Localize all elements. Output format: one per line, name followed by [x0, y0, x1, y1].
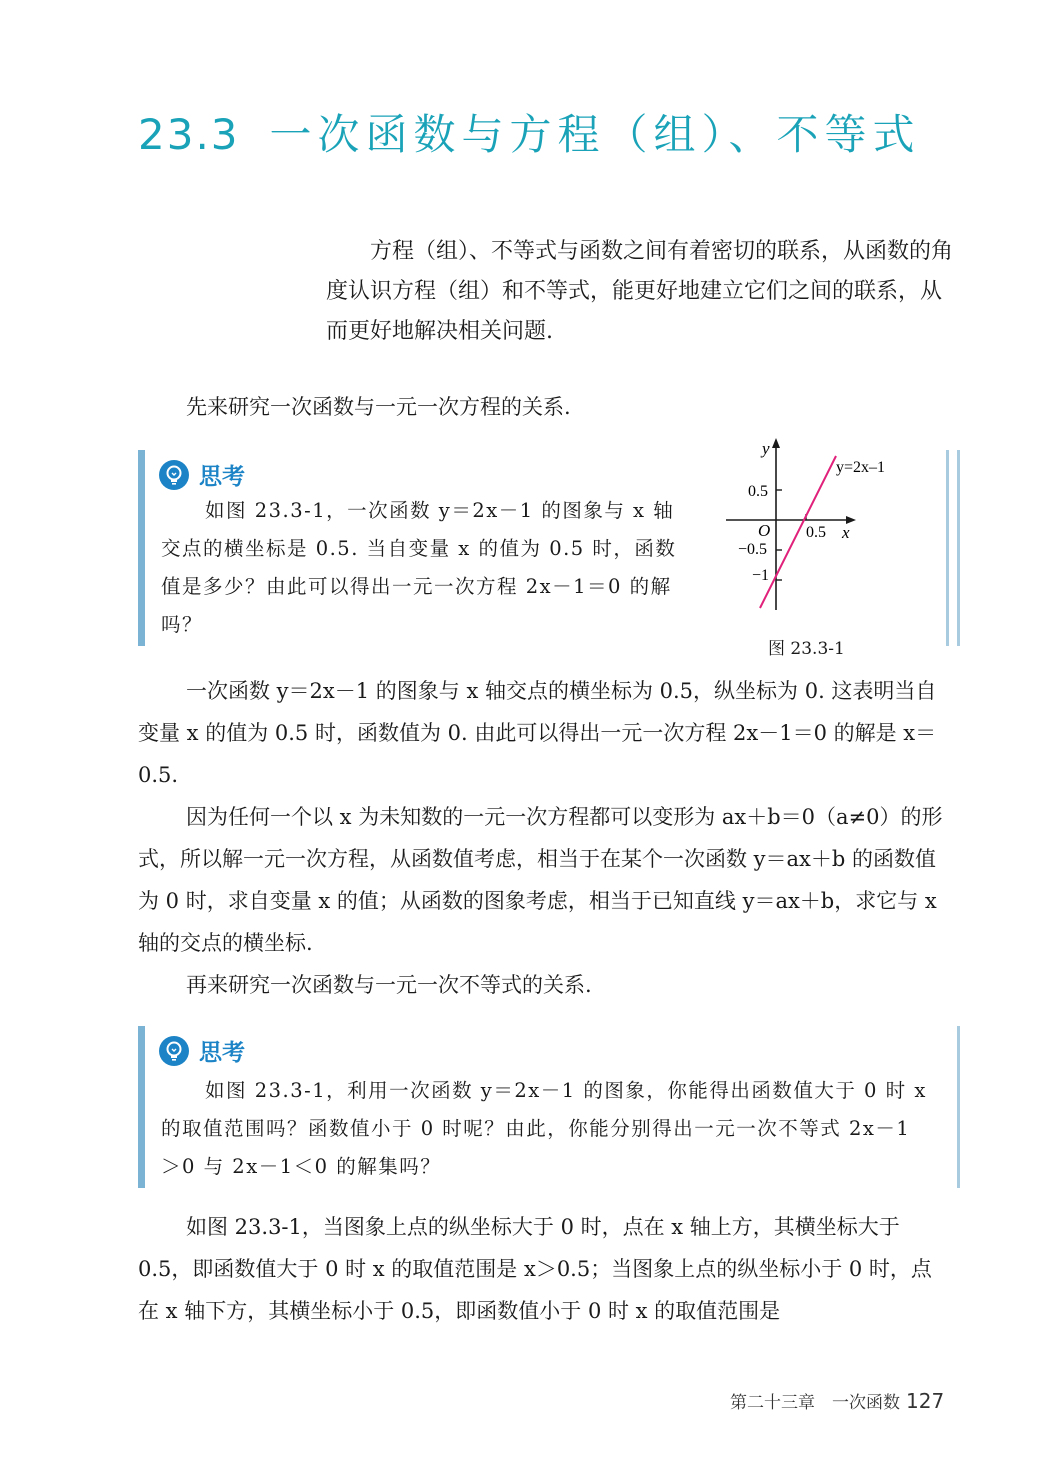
tick-label-x-0.5: 0.5 [806, 524, 826, 541]
paragraph-1: 先来研究一次函数与一元一次方程的关系. [186, 395, 571, 419]
footer-chapter: 第二十三章 一次函数 [730, 1393, 900, 1413]
section-number: 23.3 [138, 110, 240, 159]
think-box-2 [138, 1026, 960, 1188]
tick-label-y-neg0.5: −0.5 [738, 541, 768, 558]
paragraph-5: 如图 23.3-1，当图象上点的纵坐标大于 0 时，点在 x 轴上方，其横坐标大于 0.5，即函数值大于 0 时 x 的取值范围是 x＞0.5；当图象上点的纵坐标小于 0 时，点在 x 轴下方，其横坐标小于 0.5，即函数值小于 0 时 x 的取值范围是 [138, 1215, 932, 1323]
think-header-2 [159, 1034, 245, 1067]
origin-label: O [758, 521, 771, 540]
paragraph-4: 再来研究一次函数与一元一次不等式的关系. [186, 973, 592, 997]
figure-caption: 图 23.3-1 [768, 639, 845, 659]
page-number: 127 [906, 1389, 945, 1413]
think-label-2: 思考 [199, 1040, 245, 1066]
think-text-2: 如图 23.3-1，利用一次函数 y＝2x－1 的图象，你能得出函数值大于 0 时 x 的取值范围吗？函数值小于 0 时呢？由此，你能分别得出一元一次不等式 2x－1＞0 与 2x－1＜0 的解集吗？ [161, 1079, 927, 1178]
think-text-1: 如图 23.3-1，一次函数 y＝2x－1 的图象与 x 轴交点的横坐标是 0.5. 当自变量 x 的值为 0.5 时，函数值是多少？由此可以得出一元一次方程 2x－1＝0 的解吗？ [161, 499, 677, 636]
tick-label-y-neg1: −1 [752, 567, 770, 584]
think-label-1: 思考 [199, 464, 245, 490]
section-title [138, 102, 921, 162]
x-axis-label: x [842, 523, 850, 542]
think-header-1 [159, 458, 245, 491]
paragraph-2: 一次函数 y＝2x－1 的图象与 x 轴交点的横坐标为 0.5，纵坐标为 0. 这表明当自变量 x 的值为 0.5 时，函数值为 0. 由此可以得出一元一次方程 2x－1＝0 的解是 x＝0.5. [138, 679, 937, 787]
paragraph-3: 因为任何一个以 x 为未知数的一元一次方程都可以变形为 ax＋b＝0（a≠0）的形式，所以解一元一次方程，从函数值考虑，相当于在某个一次函数 y＝ax＋b 的函数值为 0 时，求自变量 x 的值；从函数的图象考虑，相当于已知直线 y＝ax＋b，求它与 x 轴的交点的横坐标. [138, 805, 943, 955]
tick-label-y-0.5: 0.5 [748, 483, 768, 500]
lightbulb-icon [159, 1036, 189, 1066]
y-axis-arrow [772, 438, 780, 448]
y-axis-label: y [762, 439, 770, 458]
page-footer [730, 1388, 944, 1413]
intro-paragraph: 方程（组）、不等式与函数之间有着密切的联系，从函数的角度认识方程（组）和不等式，能更好地建立它们之间的联系，从而更好地解决相关问题. [326, 239, 954, 344]
lightbulb-icon [159, 460, 189, 490]
figure-right-border [946, 450, 949, 646]
figure-graph [712, 434, 912, 624]
line-label: y=2x–1 [836, 459, 886, 476]
section-name: 一次函数与方程（组）、不等式 [269, 110, 921, 159]
